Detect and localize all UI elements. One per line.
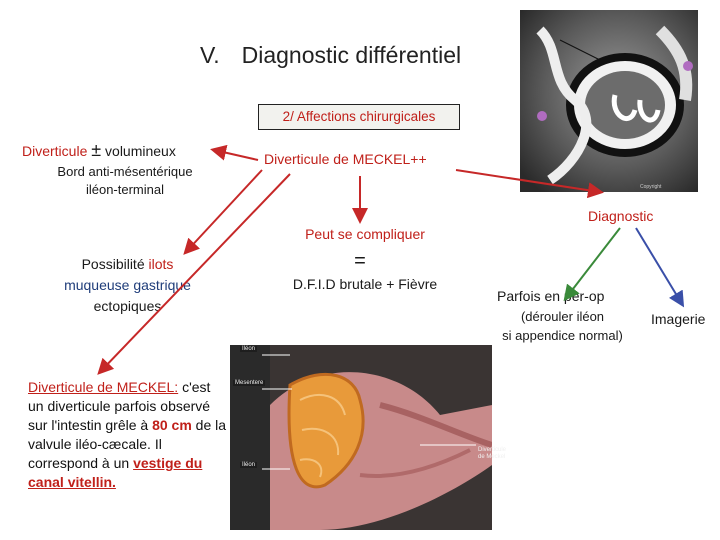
photo-label-ileon2: Iléon <box>242 462 256 468</box>
possibilite-line3: ectopiques <box>93 298 162 314</box>
left-heading-symbol: ± <box>91 140 102 160</box>
derouler-line2: si appendice normal) <box>502 328 623 343</box>
definition-highlight1: 80 cm <box>152 417 192 433</box>
title-text: Diagnostic différentiel <box>241 42 462 68</box>
diagnostic-label: Diagnostic <box>588 208 654 224</box>
definition-text1: c'est un diverticule parfois observé sur l'intestin grêle à <box>28 379 211 433</box>
definition-title: Diverticule de MECKEL: <box>28 379 179 395</box>
arrow-to-parfois <box>566 228 620 298</box>
dfid-text: D.F.I.D brutale + Fièvre <box>292 276 438 292</box>
left-line3: iléon-terminal <box>85 182 165 197</box>
arrow-to-imagerie <box>636 228 682 304</box>
derouler-line1: (dérouler iléon <box>520 309 605 324</box>
left-heading-rest: volumineux <box>105 143 176 159</box>
parfois-label: Parfois en per-op <box>497 288 605 304</box>
equals-sign: = <box>354 250 366 272</box>
arrow-to-xray <box>456 170 600 192</box>
title-number: V. <box>200 42 220 68</box>
arrow-to-paragraph <box>100 174 290 372</box>
xray-caption: Copyright <box>640 184 662 190</box>
left-heading-colored: Diverticule <box>22 143 88 159</box>
possibilite-line2: muqueuse gastrique <box>64 277 191 293</box>
complication-label: Peut se compliquer <box>305 226 425 242</box>
definition-text2: de la valvule iléo-cæcale. Il correspond à un <box>28 417 227 471</box>
imagerie-label: Imagerie <box>651 311 706 327</box>
arrow-to-diverticule <box>214 150 258 160</box>
meckel-heading: Diverticule de MECKEL++ <box>264 151 427 167</box>
photo-label-mesentere: Mesentere <box>235 380 264 386</box>
photo-label-ileon: Iléon <box>242 346 256 352</box>
possibilite-word1: Possibilité <box>81 256 145 272</box>
left-line2: Bord anti-mésentérique <box>57 164 193 179</box>
subtitle-box: 2/ Affections chirurgicales <box>258 104 460 130</box>
definition-highlight2: vestige du canal vitellin. <box>28 455 203 490</box>
arrow-to-possibilite <box>186 170 262 252</box>
photo-label-diverticule: Diverticule de Meckel <box>478 447 507 460</box>
possibilite-word2: ilots <box>148 256 174 272</box>
